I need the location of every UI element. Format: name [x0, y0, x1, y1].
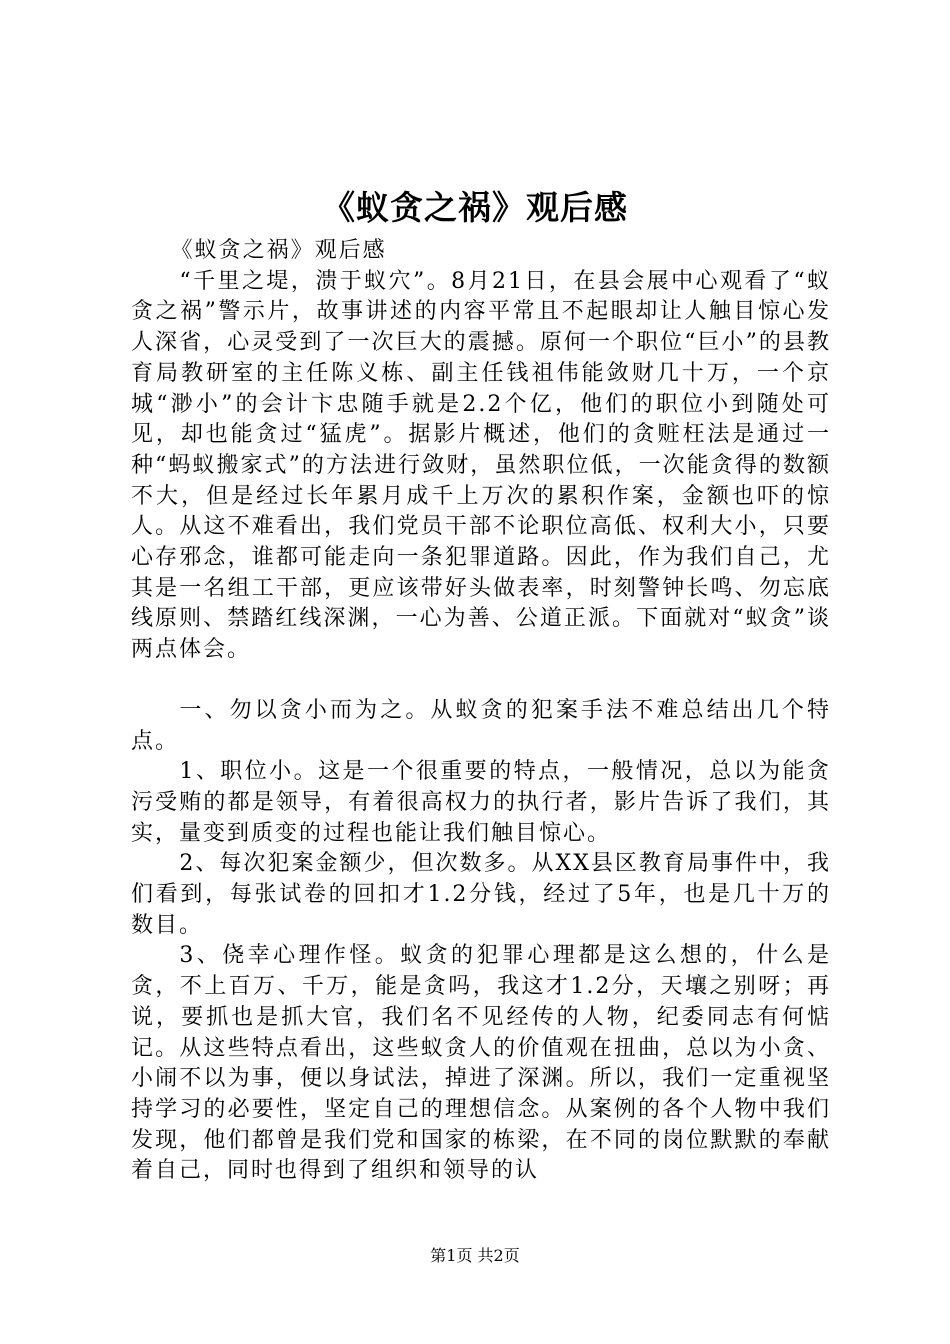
- section-heading-paragraph: 一、勿以贪小而为之。从蚁贪的犯案手法不难总结出几个特点。: [131, 697, 831, 754]
- point-3-paragraph: 3、侥幸心理作怪。蚁贪的犯罪心理都是这么想的，什么是贪，不上百万、千万，能是贪吗，我这才1.2分，天壤之别呀；再说，要抓也是抓大官，我们名不见经传的人物，纪委同志有何惦记。从这些特点看出，这些蚁贪人的价值观在扭曲，总以为小贪、小闹不以为事，便以身试法，掉进了深渊。所以，我们一定重视坚持学习的必要性，坚定自己的理想信念。从案例的各个人物中我们发现，他们都曾是我们党和国家的栋梁，在不同的岗位默默的奉献着自己，同时也得到了组织和领导的认: [131, 943, 831, 1184]
- intro-paragraph: “千里之堤，溃于蚁穴”。8月21日，在县会展中心观看了“蚁贪之祸”警示片，故事讲述的内容平常且不起眼却让人触目惊心发人深省，心灵受到了一次巨大的震撼。原何一个职位“巨小”的县教育局教研室的主任陈义栋、副主任钱祖伟能敛财几十万，一个京城“渺小”的会计卞忠随手就是2.2个亿，他们的职位小到随处可见，却也能贪过“猛虎”。据影片概述，他们的贪赃枉法是通过一种“蚂蚁搬家式”的方法进行敛财，虽然职位低，一次能贪得的数额不大，但是经过长年累月成千上万次的累积作案，金额也吓的惊人。从这不难看出，我们党员干部不论职位高低、权利大小，只要心存邪念，谁都可能走向一条犯罪道路。因此，作为我们自己，尤其是一名组工干部，更应该带好头做表率，时刻警钟长鸣、勿忘底线原则、禁踏红线深渊，一心为善、公道正派。下面就对“蚁贪”谈两点体会。: [131, 268, 831, 663]
- document-body: [131, 236, 831, 1187]
- point-1-paragraph: 1、职位小。这是一个很重要的特点，一般情况，总以为能贪污受贿的都是领导，有着很高权力的执行者，影片告诉了我们，其实，量变到质变的过程也能让我们触目惊心。: [131, 759, 831, 846]
- point-2-paragraph: 2、每次犯案金额少，但次数多。从XX县区教育局事件中，我们看到，每张试卷的回扣才1.2分钱，经过了5年，也是几十万的数目。: [131, 851, 831, 938]
- document-title: 《蚁贪之祸》观后感: [322, 188, 628, 227]
- page-footer: 第1页 共2页: [430, 1246, 520, 1265]
- subtitle-paragraph: 《蚁贪之祸》观后感: [170, 238, 387, 263]
